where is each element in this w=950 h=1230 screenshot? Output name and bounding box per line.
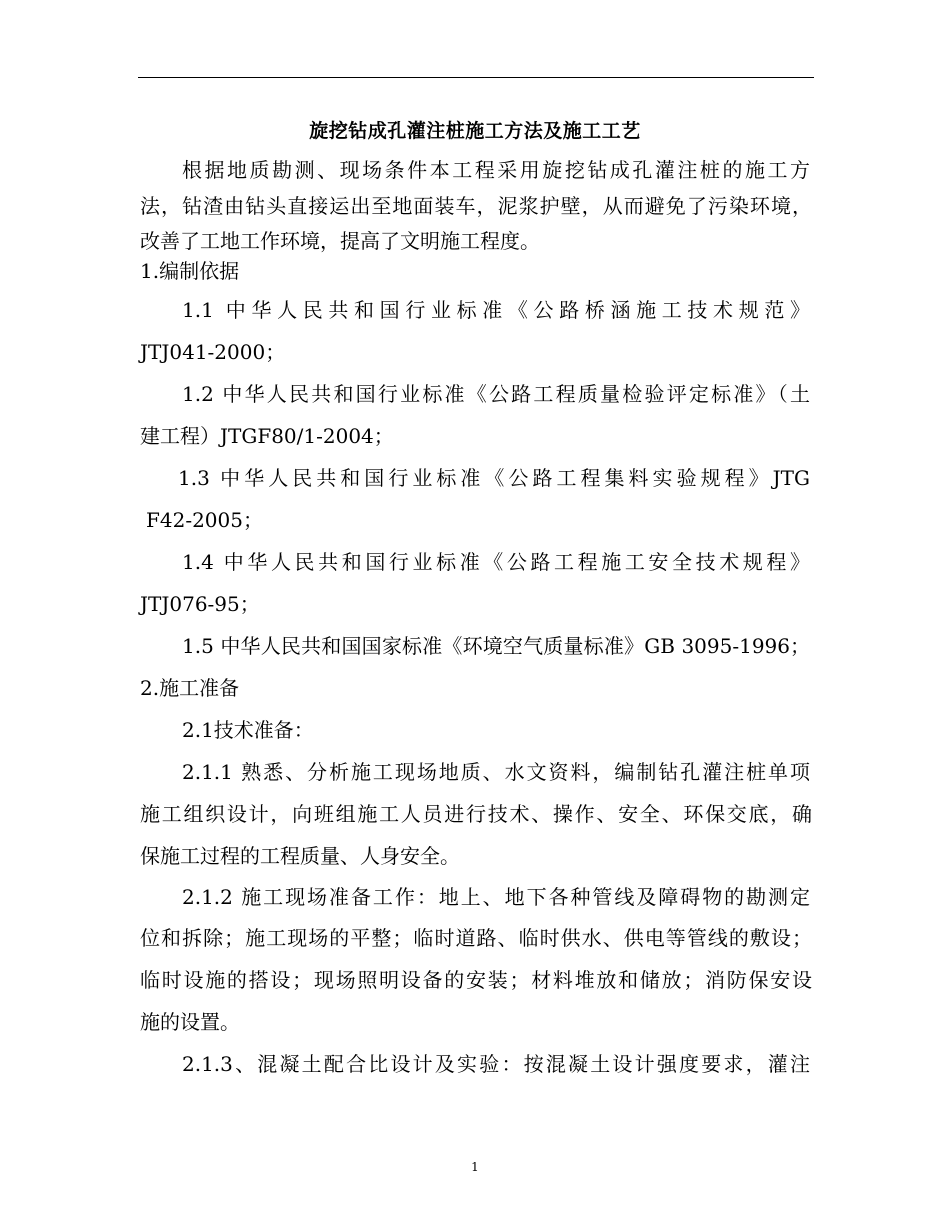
ref-1-1-line-1: 1.1 中华人民共和国行业标准《公路桥涵施工技术规范》 <box>182 298 810 322</box>
ref-1-2-line-1: 1.2 中华人民共和国行业标准《公路工程质量检验评定标准》（土 <box>182 382 810 406</box>
p-2-1-3-line-1: 2.1.3、混凝土配合比设计及实验：按混凝土设计强度要求，灌注 <box>182 1052 810 1076</box>
p-2-1-1-line-3: 保施工过程的工程质量、人身安全。 <box>140 844 460 868</box>
ref-1-5-line-1: 1.5 中华人民共和国国家标准《环境空气质量标准》GB 3095-1996； <box>182 634 810 658</box>
section-2-heading: 2.施工准备 <box>140 676 240 700</box>
p-2-1-1-line-2: 施工组织设计，向班组施工人员进行技术、操作、安全、环保交底，确 <box>140 802 812 826</box>
p-2-1-2-line-3: 临时设施的搭设；现场照明设备的安装；材料堆放和储放；消防保安设 <box>140 968 812 992</box>
ref-1-1-line-2: JTJ041-2000； <box>140 340 286 364</box>
ref-1-4-line-1: 1.4 中华人民共和国行业标准《公路工程施工安全技术规程》 <box>182 550 810 574</box>
page-title: 旋挖钻成孔灌注桩施工方法及施工工艺 <box>309 120 641 142</box>
ref-1-3-line-2: F42-2005； <box>146 508 263 532</box>
ref-1-3-line-1: 1.3 中华人民共和国行业标准《公路工程集料实验规程》JTG <box>178 466 810 490</box>
section-2-1-heading: 2.1技术准备： <box>182 718 314 742</box>
p-2-1-2-line-2: 位和拆除；施工现场的平整；临时道路、临时供水、供电等管线的敷设； <box>140 926 812 950</box>
intro-line-2: 法，钻渣由钻头直接运出至地面装车，泥浆护壁，从而避免了污染环境， <box>140 194 812 218</box>
ref-1-4-line-2: JTJ076-95； <box>140 592 260 616</box>
p-2-1-1-line-1: 2.1.1 熟悉、分析施工现场地质、水文资料，编制钻孔灌注桩单项 <box>182 760 810 784</box>
p-2-1-2-line-4: 施的设置。 <box>140 1010 240 1034</box>
page-number: 1 <box>471 1160 479 1174</box>
intro-line-3: 改善了工地工作环境，提高了文明施工程度。 <box>140 229 540 253</box>
header-rule <box>138 77 814 78</box>
intro-line-1: 根据地质勘测、现场条件本工程采用旋挖钻成孔灌注桩的施工方 <box>182 158 810 182</box>
p-2-1-2-line-1: 2.1.2 施工现场准备工作：地上、地下各种管线及障碍物的勘测定 <box>182 885 810 909</box>
section-1-heading: 1.编制依据 <box>140 259 240 283</box>
ref-1-2-line-2: 建工程）JTGF80/1-2004； <box>140 424 394 448</box>
